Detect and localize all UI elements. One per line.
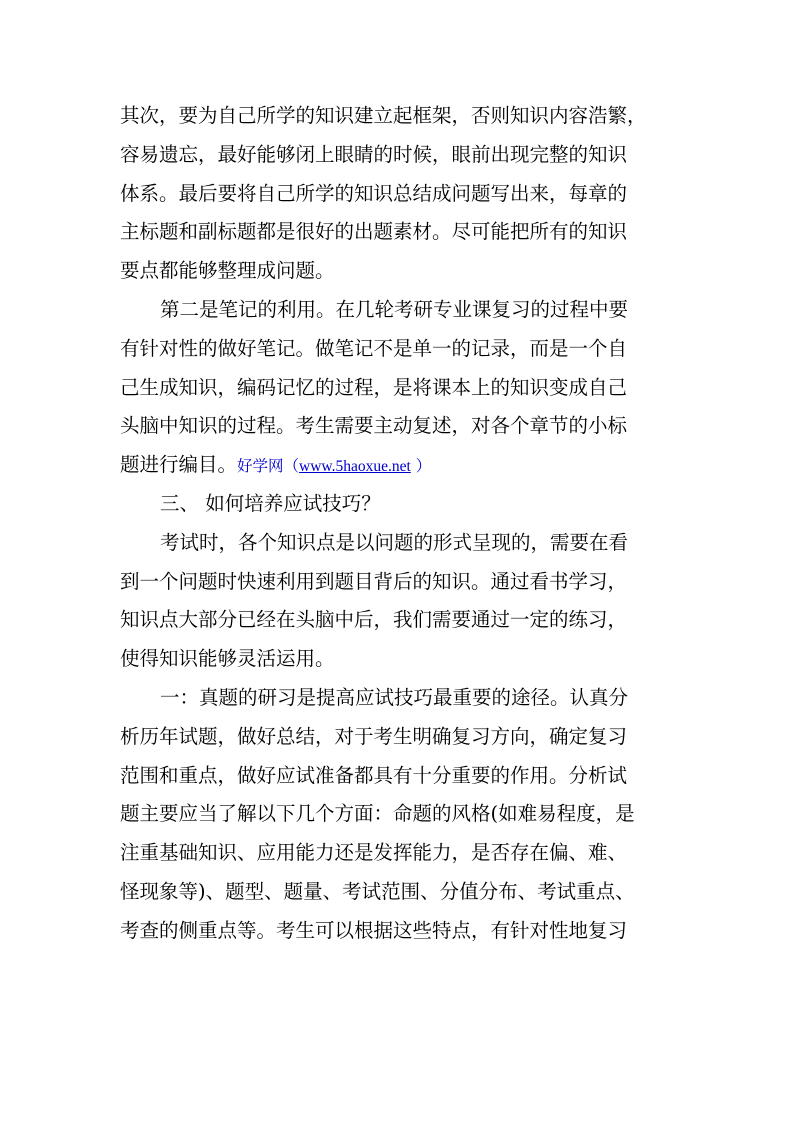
site-label-close: ） (410, 457, 432, 476)
paragraph-line: 考查的侧重点等。考生可以根据这些特点，有针对性地复习 (120, 918, 628, 942)
paragraph-line: 知识点大部分已经在头脑中后，我们需要通过一定的练习， (120, 608, 628, 632)
paragraph-line: 容易遗忘，最好能够闭上眼睛的时候，眼前出现完整的知识 (120, 142, 628, 166)
paragraph-line: 一：真题的研习是提高应试技巧最重要的途径。认真分 (160, 685, 629, 709)
paragraph-line-with-link (120, 446, 680, 485)
section-heading: 三、 如何培养应试技巧？ (160, 491, 381, 515)
paragraph-line: 范围和重点，做好应试准备都具有十分重要的作用。分析试 (120, 763, 628, 787)
paragraph-line: 体系。最后要将自己所学的知识总结成问题写出来，每章的 (120, 181, 628, 205)
paragraph-line: 其次，要为自己所学的知识建立起框架，否则知识内容浩繁， (120, 104, 647, 127)
paragraph-line: 考试时，各个知识点是以问题的形式呈现的，需要在看 (160, 530, 629, 554)
site-link[interactable]: www.5haoxue.net (299, 458, 411, 476)
paragraph-line: 要点都能够整理成问题。 (120, 259, 335, 283)
paragraph-line: 己生成知识，编码记忆的过程，是将课本上的知识变成自己 (120, 375, 628, 399)
paragraph-line: 题主要应当了解以下几个方面：命题的风格(如难易程度，是 (120, 802, 635, 826)
site-label: 好学网（ (237, 457, 300, 476)
paragraph-line: 到一个问题时快速利用到题目背后的知识。通过看书学习， (120, 569, 628, 593)
paragraph-line: 主标题和副标题都是很好的出题素材。尽可能把所有的知识 (120, 220, 628, 244)
paragraph-line: 注重基础知识、应用能力还是发挥能力，是否存在偏、难、 (120, 841, 628, 865)
paragraph-line: 第二是笔记的利用。在几轮考研专业课复习的过程中要 (160, 297, 629, 321)
paragraph-line: 头脑中知识的过程。考生需要主动复述，对各个章节的小标 (120, 414, 628, 438)
paragraph-line: 怪现象等)、题型、题量、考试范围、分值分布、考试重点、 (120, 879, 635, 903)
paragraph-line: 有针对性的做好笔记。做笔记不是单一的记录，而是一个自 (120, 336, 628, 360)
paragraph-line: 使得知识能够灵活运用。 (120, 647, 335, 671)
paragraph-line: 析历年试题，做好总结，对于考生明确复习方向，确定复习 (120, 724, 628, 748)
document-body (120, 97, 680, 951)
paragraph-text: 题进行编目。 (120, 453, 238, 477)
